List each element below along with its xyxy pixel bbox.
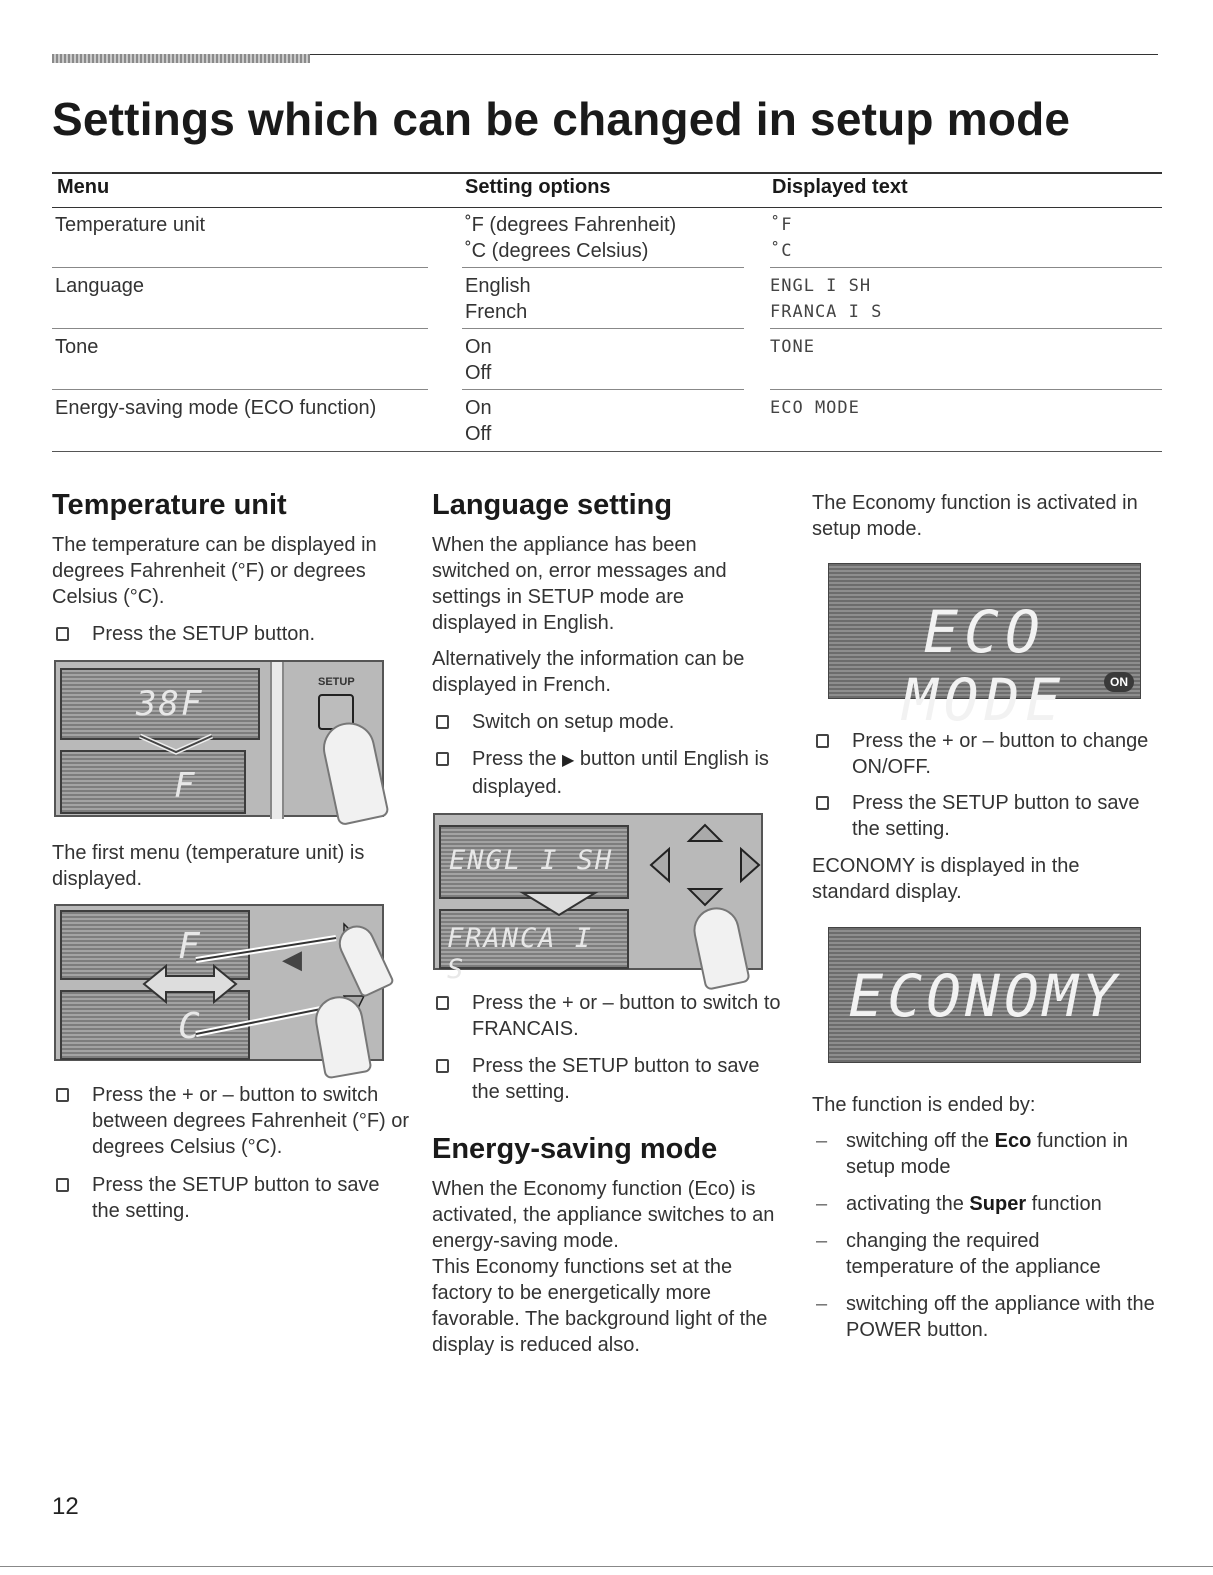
- row-rule: [462, 328, 744, 329]
- checkbox-icon: [436, 752, 449, 766]
- row-options: [465, 395, 492, 447]
- row-rule: [52, 389, 428, 390]
- item-text: switching off the: [846, 1130, 995, 1152]
- dash-icon: –: [816, 1130, 828, 1152]
- energy-p1: When the Economy function (Eco) is activated, the appliance switches to an energy-saving mode.: [432, 1178, 775, 1252]
- step-text: Press the + or – button to switch to FRANCAIS.: [472, 992, 781, 1040]
- table-row-language: [52, 273, 1162, 325]
- row-rule: [770, 389, 1162, 390]
- checkbox-icon: [56, 627, 69, 641]
- step-save-eco: [812, 790, 1167, 842]
- finger-icon: [318, 718, 390, 827]
- display-panel-top: [439, 825, 629, 899]
- energy-saving-heading: Energy-saving mode: [432, 1133, 718, 1165]
- step-switch-francais: [432, 990, 792, 1042]
- down-chevron-icon: [136, 732, 216, 756]
- list-item: [812, 1291, 1167, 1343]
- economy-text: ECONOMY: [848, 962, 1121, 1030]
- item-text: activating the: [846, 1193, 970, 1215]
- table-header-rule: [52, 207, 1162, 208]
- energy-p2: This Economy functions set at the factory to be energetically more favorable. The background light of the display is reduced also.: [432, 1256, 768, 1356]
- step-save-language: [432, 1053, 792, 1105]
- row-menu: Temperature unit: [55, 214, 206, 236]
- step-text: Press the + or – button to change ON/OFF.: [852, 730, 1149, 778]
- list-item: [812, 1191, 1167, 1217]
- row-options: [465, 334, 492, 386]
- step-setup-mode: [432, 709, 777, 735]
- language-intro: When the appliance has been switched on, error messages and settings in SETUP mode are displayed in English.: [432, 534, 727, 634]
- row-rule: [52, 328, 428, 329]
- option-line: English: [465, 275, 531, 297]
- step-text: Press the: [472, 748, 563, 770]
- option-line: ˚C (degrees Celsius): [465, 240, 649, 262]
- row-rule: [770, 328, 1162, 329]
- display-line: ˚C: [770, 241, 793, 261]
- item-bold: Eco: [994, 1130, 1032, 1152]
- display-line: ENGL I SH: [770, 276, 872, 296]
- option-line: ˚F (degrees Fahrenheit): [465, 214, 677, 236]
- list-item: [812, 1128, 1167, 1180]
- step-text: Press the SETUP button.: [92, 623, 316, 645]
- economy-intro: The Economy function is activated in setup mode.: [812, 492, 1138, 540]
- setup-label: SETUP: [318, 676, 355, 688]
- row-displayed: [770, 273, 882, 325]
- right-arrow-icon: ▶: [562, 752, 575, 769]
- step-text: Press the SETUP button to save the setting.: [92, 1174, 380, 1222]
- row-options: [465, 273, 531, 325]
- dash-icon: –: [816, 1193, 828, 1215]
- row-rule: [770, 267, 1162, 268]
- row-displayed: [770, 212, 792, 264]
- display-panel-bottom: [60, 750, 246, 814]
- dash-icon: –: [816, 1230, 828, 1252]
- row-displayed: [770, 395, 860, 421]
- table-row-temperature-unit: [52, 212, 1162, 264]
- down-arrow-icon: [519, 889, 599, 919]
- step-text: button until English is displayed.: [472, 748, 769, 798]
- checkbox-icon: [816, 796, 829, 810]
- lcd-text: F: [174, 766, 197, 806]
- header-displayed-text: Displayed text: [772, 176, 908, 198]
- language-heading: Language setting: [432, 489, 673, 521]
- item-text: switching off the appliance with the POWER button.: [846, 1293, 1155, 1341]
- checkbox-icon: [56, 1178, 69, 1192]
- temperature-unit-heading: Temperature unit: [52, 489, 287, 521]
- panel-edge: [270, 662, 284, 819]
- option-line: On: [465, 336, 492, 358]
- step-switch-units: [52, 1082, 412, 1160]
- step-press-setup: [52, 621, 407, 647]
- step-save-setting: [52, 1172, 412, 1224]
- option-line: Off: [465, 423, 492, 445]
- economy-display: [828, 927, 1141, 1063]
- row-displayed: [770, 334, 815, 360]
- option-line: On: [465, 397, 492, 419]
- eco-mode-display: [828, 563, 1141, 734]
- lcd-text: 38F: [136, 684, 204, 724]
- table-header: [52, 176, 1162, 206]
- checkbox-icon: [816, 734, 829, 748]
- eco-mode-text: ECO MODE: [902, 598, 1067, 734]
- page-title: Settings which can be changed in setup mode: [52, 93, 1071, 145]
- row-rule: [52, 267, 428, 268]
- checkbox-icon: [436, 715, 449, 729]
- checkbox-icon: [436, 996, 449, 1010]
- step-text: Press the SETUP button to save the setting.: [472, 1055, 760, 1103]
- table-row-tone: [52, 334, 1162, 386]
- step-text: Switch on setup mode.: [472, 711, 675, 733]
- checkbox-icon: [56, 1088, 69, 1102]
- lcd-text: ENGL I SH: [449, 845, 614, 876]
- header-setting-options: Setting options: [465, 176, 611, 198]
- row-menu: Language: [55, 275, 144, 297]
- lcd-text: FRANCA I S: [447, 923, 594, 985]
- checkbox-icon: [436, 1059, 449, 1073]
- item-bold: Super: [969, 1193, 1027, 1215]
- on-badge: ON: [1104, 672, 1134, 692]
- table-bottom-rule: [52, 451, 1162, 452]
- page-number: 12: [52, 1493, 79, 1520]
- ended-by-text: The function is ended by:: [812, 1094, 1036, 1116]
- first-menu-text: The first menu (temperature unit) is displayed.: [52, 842, 365, 890]
- option-line: French: [465, 301, 528, 323]
- language-alt: Alternatively the information can be displayed in French.: [432, 648, 745, 696]
- left-arrow-icon: ◀: [282, 944, 302, 974]
- table-row-energy-saving: [52, 395, 1162, 447]
- figure-temp-switch: [54, 904, 384, 1061]
- figure-temp-setup: [54, 660, 384, 817]
- step-press-arrow: [432, 746, 777, 800]
- dash-icon: –: [816, 1293, 828, 1315]
- header-menu: Menu: [57, 176, 110, 198]
- row-menu: Energy-saving mode (ECO function): [55, 397, 377, 419]
- item-text: changing the required temperature of the appliance: [846, 1230, 1101, 1278]
- header-rule: [310, 54, 1158, 55]
- row-options: [465, 212, 676, 264]
- display-line: ˚F: [770, 215, 793, 235]
- lcd-text: C: [178, 1006, 202, 1047]
- display-line: FRANCA I S: [770, 302, 883, 322]
- bottom-rule: [0, 1566, 1213, 1567]
- step-text: Press the + or – button to switch between degrees Fahrenheit (°F) or degrees Celsius (°C).: [92, 1084, 410, 1158]
- display-panel-top: [60, 668, 260, 740]
- lcd-text: F: [178, 926, 202, 967]
- item-text: function: [1026, 1193, 1102, 1215]
- display-line: TONE: [770, 337, 815, 357]
- item-text: function in setup mode: [846, 1130, 1129, 1178]
- option-line: Off: [465, 362, 492, 384]
- step-text: Press the SETUP button to save the setting.: [852, 792, 1140, 840]
- row-menu: Tone: [55, 336, 99, 358]
- row-rule: [462, 389, 744, 390]
- table-top-rule: [52, 172, 1162, 174]
- figure-language: [433, 813, 763, 985]
- step-change-onoff: [812, 728, 1167, 780]
- header-stripe: [52, 54, 310, 63]
- economy-displayed-text: ECONOMY is displayed in the standard display.: [812, 855, 1080, 903]
- list-item: [812, 1228, 1152, 1280]
- temperature-unit-intro: The temperature can be displayed in degrees Fahrenheit (°F) or degrees Celsius (°C).: [52, 534, 377, 608]
- row-rule: [462, 267, 744, 268]
- display-line: ECO MODE: [770, 398, 860, 418]
